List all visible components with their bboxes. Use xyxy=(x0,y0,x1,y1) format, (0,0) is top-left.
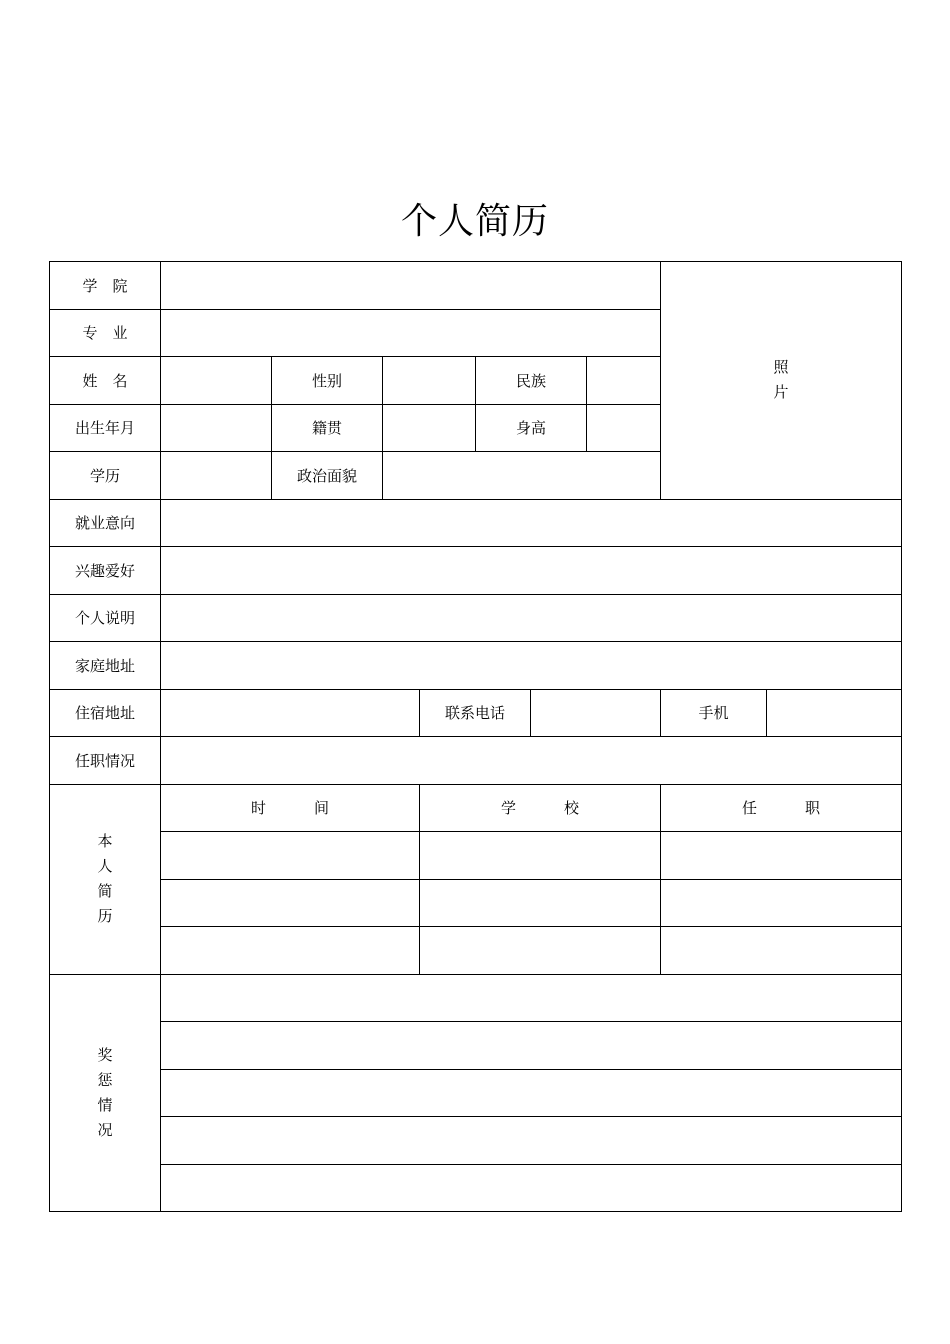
political-label: 政治面貌 xyxy=(272,452,383,500)
mobile-field[interactable] xyxy=(767,689,902,737)
job-intention-label: 就业意向 xyxy=(50,499,161,547)
personal-statement-label: 个人说明 xyxy=(50,594,161,642)
resume-time-header xyxy=(161,784,420,832)
height-label: 身高 xyxy=(476,404,587,452)
name-field[interactable] xyxy=(161,357,272,405)
resume-form-table xyxy=(49,261,902,1212)
position-header-char-2: 职 xyxy=(805,799,821,818)
political-field[interactable] xyxy=(383,452,661,500)
college-label: 学 院 xyxy=(50,262,161,310)
lodging-address-label: 住宿地址 xyxy=(50,689,161,737)
contact-phone-label: 联系电话 xyxy=(420,689,531,737)
awards-field-3[interactable] xyxy=(161,1069,902,1117)
page-title: 个人简历 xyxy=(400,201,549,242)
hobbies-field[interactable] xyxy=(161,547,902,595)
home-address-label: 家庭地址 xyxy=(50,642,161,690)
major-field[interactable] xyxy=(161,309,661,357)
awards-field-4[interactable] xyxy=(161,1117,902,1165)
time-header-char-2: 间 xyxy=(314,799,330,818)
lodging-address-field[interactable] xyxy=(161,689,420,737)
resume-section-text: 本人简历 xyxy=(97,832,113,925)
hobbies-label: 兴趣爱好 xyxy=(50,547,161,595)
name-label: 姓 名 xyxy=(50,357,161,405)
resume-position-header xyxy=(661,784,902,832)
gender-field[interactable] xyxy=(383,357,476,405)
photo-label: 照片 xyxy=(773,358,789,402)
resume-time-field-2[interactable] xyxy=(161,879,420,927)
contact-phone-field[interactable] xyxy=(531,689,661,737)
school-header-char-2: 校 xyxy=(564,799,580,818)
resume-school-header xyxy=(420,784,661,832)
gender-label: 性别 xyxy=(272,357,383,405)
resume-position-field-1[interactable] xyxy=(661,832,902,880)
time-header-char-1: 时 xyxy=(250,799,266,818)
positions-label: 任职情况 xyxy=(50,737,161,785)
personal-statement-field[interactable] xyxy=(161,594,902,642)
ethnicity-field[interactable] xyxy=(587,357,661,405)
resume-time-field-1[interactable] xyxy=(161,832,420,880)
awards-field-2[interactable] xyxy=(161,1022,902,1070)
school-header-char-1: 学 xyxy=(500,799,516,818)
education-field[interactable] xyxy=(161,452,272,500)
native-place-field[interactable] xyxy=(383,404,476,452)
photo-cell[interactable] xyxy=(661,262,902,500)
resume-section-label xyxy=(50,784,161,974)
college-field[interactable] xyxy=(161,262,661,310)
education-label: 学历 xyxy=(50,452,161,500)
job-intention-field[interactable] xyxy=(161,499,902,547)
ethnicity-label: 民族 xyxy=(476,357,587,405)
resume-school-field-1[interactable] xyxy=(420,832,661,880)
resume-position-field-3[interactable] xyxy=(661,927,902,975)
resume-position-field-2[interactable] xyxy=(661,879,902,927)
positions-field[interactable] xyxy=(161,737,902,785)
resume-school-field-3[interactable] xyxy=(420,927,661,975)
major-label: 专 业 xyxy=(50,309,161,357)
native-place-label: 籍贯 xyxy=(272,404,383,452)
height-field[interactable] xyxy=(587,404,661,452)
home-address-field[interactable] xyxy=(161,642,902,690)
awards-field-5[interactable] xyxy=(161,1164,902,1212)
awards-section-label xyxy=(50,974,161,1212)
birth-label: 出生年月 xyxy=(50,404,161,452)
resume-time-field-3[interactable] xyxy=(161,927,420,975)
birth-field[interactable] xyxy=(161,404,272,452)
resume-school-field-2[interactable] xyxy=(420,879,661,927)
awards-field-1[interactable] xyxy=(161,974,902,1022)
position-header-char-1: 任 xyxy=(742,799,758,818)
awards-section-text: 奖惩情况 xyxy=(97,1045,113,1139)
mobile-label: 手机 xyxy=(661,689,767,737)
